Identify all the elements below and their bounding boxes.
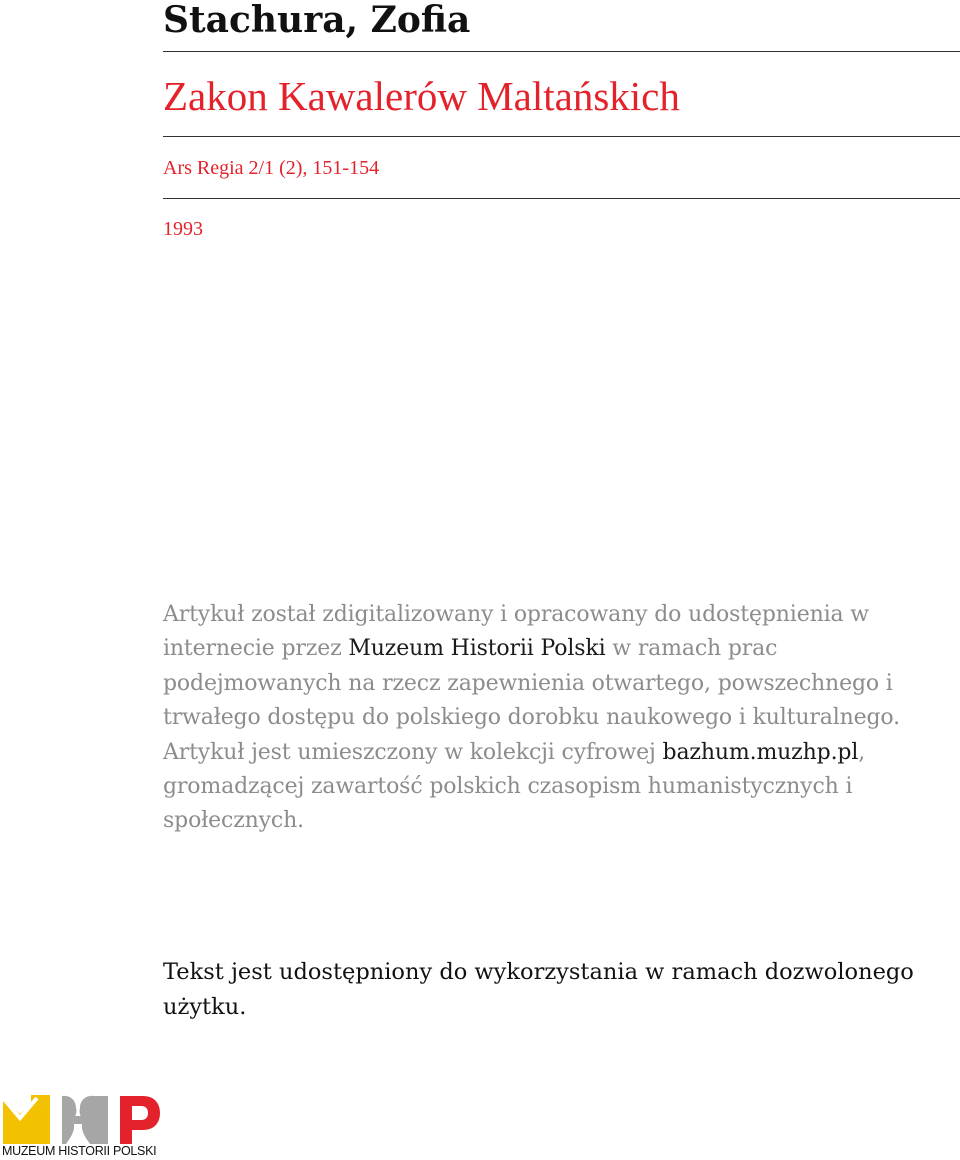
- logo-p-shape: [120, 1096, 160, 1144]
- divider: [163, 51, 960, 52]
- logo-h-bar: [74, 1116, 84, 1124]
- logo-caption: MUZEUM HISTORII POLSKI: [2, 1144, 157, 1158]
- divider: [163, 136, 960, 137]
- notice-text: Artykuł został zdigitalizowany i opracowany do udostępnienia w internecie przez: [163, 602, 869, 662]
- digitization-notice: [163, 598, 943, 839]
- logo-m-shape: [3, 1095, 50, 1144]
- publication-year: 1993: [163, 218, 203, 240]
- collection-link[interactable]: bazhum.muzhp.pl: [662, 739, 859, 765]
- divider: [163, 198, 960, 199]
- source-citation: Ars Regia 2/1 (2), 151-154: [163, 157, 380, 179]
- notice-text: , gromadzącej zawartość polskich czasopism humanistycznych i społecznych.: [163, 739, 866, 834]
- article-title: Zakon Kawalerów Maltańskich: [163, 73, 680, 119]
- author-name: Stachura, Zofia: [163, 0, 471, 41]
- license-text: Tekst jest udostępniony do wykorzystania w ramach dozwolonego użytku.: [163, 959, 914, 1020]
- museum-name: Muzeum Historii Polski: [348, 636, 606, 662]
- notice-text: w ramach prac podejmowanych na rzecz zapewnienia otwartego, powszechnego i trwałego dostępu do polskiego dorobku naukowego i kulturalnego. Artykuł jest umieszczony w kolekcji cyfrowej: [163, 636, 900, 765]
